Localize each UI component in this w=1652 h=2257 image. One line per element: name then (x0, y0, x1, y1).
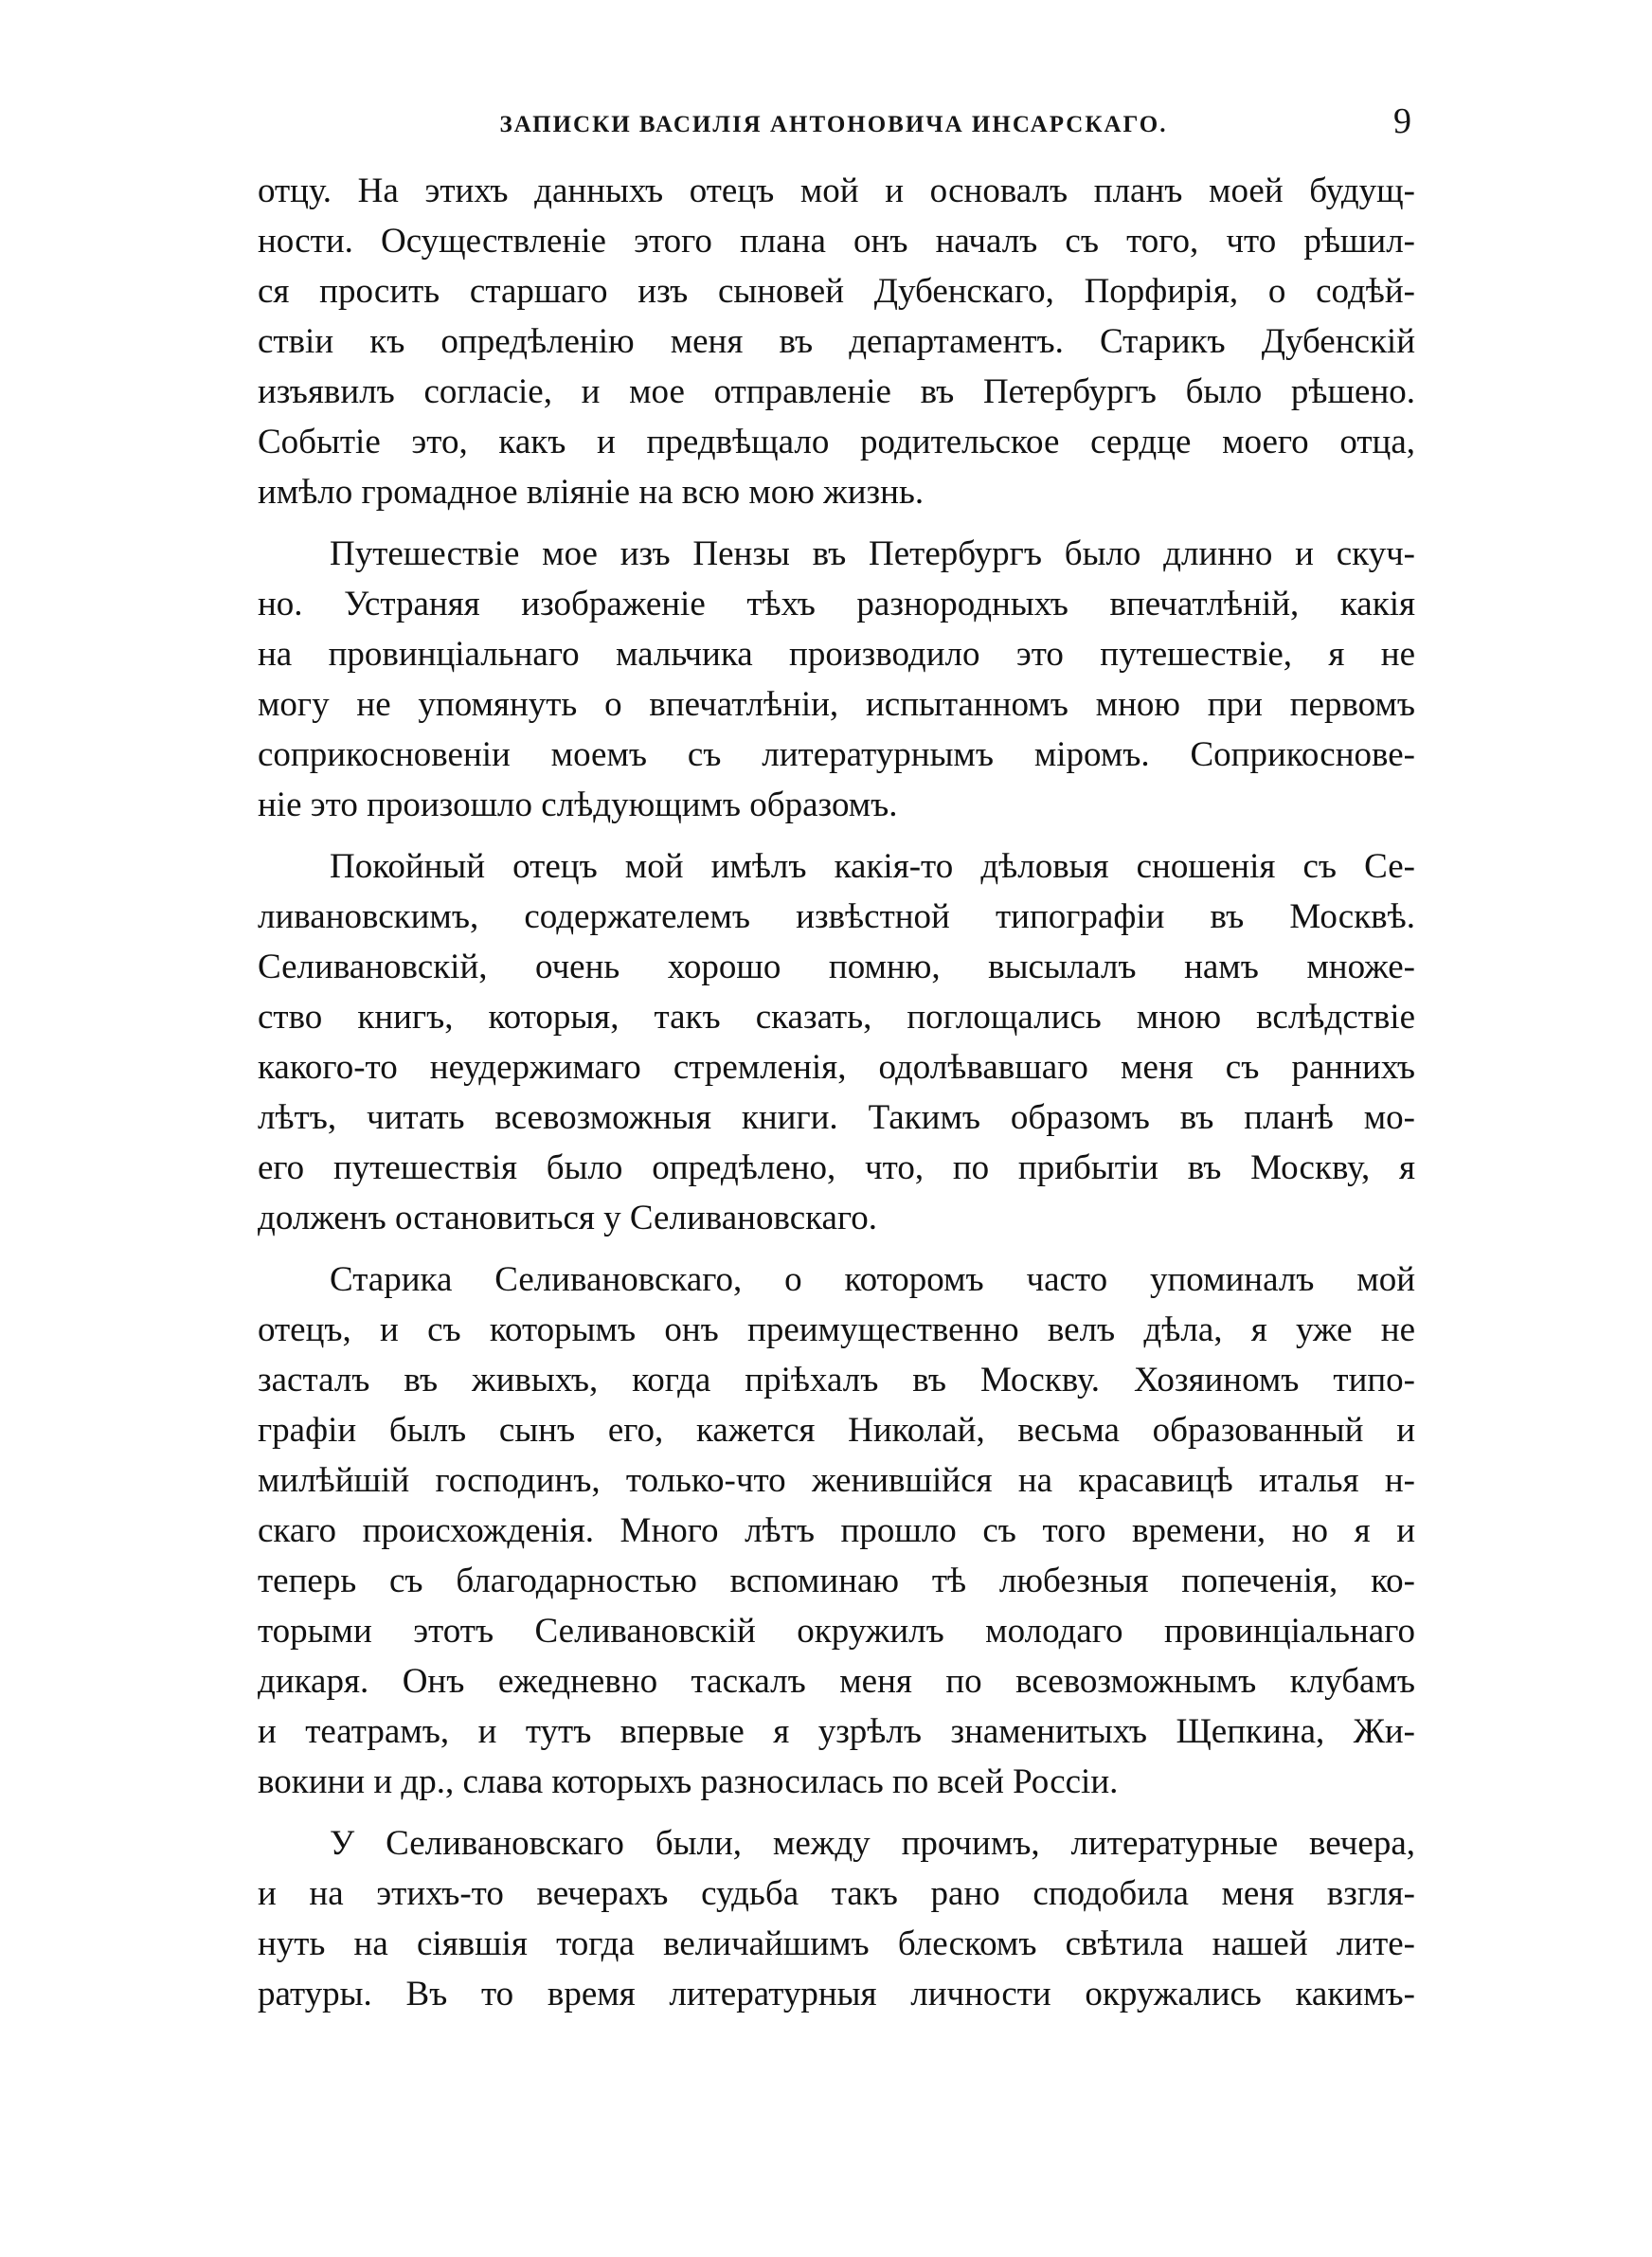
text-line: ство книгъ, которыя, такъ сказать, поглощались мною вслѣдствіе (258, 998, 1415, 1037)
text-line: могу не упомянуть о впечатлѣніи, испытанномъ мною при первомъ (258, 685, 1415, 724)
text-line: ствіи къ опредѣленію меня въ департаментъ. Старикъ Дубенскій (258, 322, 1415, 361)
text-line: нуть на сіявшія тогда величайшимъ блескомъ свѣтила нашей лите- (258, 1924, 1415, 1963)
text-line: ливановскимъ, содержателемъ извѣстной типографіи въ Москвѣ. (258, 897, 1415, 936)
text-line: ности. Осуществленіе этого плана онъ началъ съ того, что рѣшил- (258, 222, 1415, 261)
text-line: ратуры. Въ то время литературныя личности окружались какимъ- (258, 1975, 1415, 2013)
text-line: ся просить старшаго изъ сыновей Дубенскаго, Порфирія, о содѣй- (258, 272, 1415, 311)
text-line: скаго происхожденія. Много лѣтъ прошло съ того времени, но я и (258, 1511, 1415, 1550)
paragraph-4 (258, 1255, 1415, 1807)
text-line: милѣйшій господинъ, только-что женившійся на красавицѣ италья н- (258, 1461, 1415, 1500)
text-line: долженъ остановиться у Селивановскаго. (258, 1199, 877, 1237)
text-line: теперь съ благодарностью вспоминаю тѣ любезныя попеченія, ко- (258, 1562, 1415, 1600)
text-line: но. Устраняя изображеніе тѣхъ разнородныхъ впечатлѣній, какія (258, 585, 1415, 623)
text-line: его путешествія было опредѣлено, что, по прибытіи въ Москву, я (258, 1148, 1415, 1187)
text-line: вокини и др., слава которыхъ разносилась по всей Россіи. (258, 1762, 1119, 1801)
text-line: Событіе это, какъ и предвѣщало родительское сердце моего отца, (258, 423, 1415, 461)
text-line: отцу. На этихъ данныхъ отецъ мой и основалъ планъ моей будущ- (258, 172, 1415, 210)
text-line: лѣтъ, читать всевозможныя книги. Такимъ образомъ въ планѣ мо- (258, 1098, 1415, 1137)
text-line: Старика Селивановскаго, о которомъ часто упоминалъ мой (330, 1260, 1415, 1299)
paragraph-1 (258, 166, 1415, 517)
paragraph-3 (258, 841, 1415, 1243)
text-line: торыми этотъ Селивановскій окружилъ молодаго провинціальнаго (258, 1612, 1415, 1651)
text-line: ніе это произошло слѣдующимъ образомъ. (258, 785, 898, 824)
paragraph-5 (258, 1818, 1415, 2019)
text-line: какого-то неудержимаго стремленія, одолѣвавшаго меня съ раннихъ (258, 1048, 1415, 1087)
text-line: У Селивановскаго были, между прочимъ, литературные вечера, (330, 1824, 1415, 1863)
text-line: и на этихъ-то вечерахъ судьба такъ рано сподобила меня взгля- (258, 1874, 1415, 1913)
text-line: и театрамъ, и тутъ впервые я узрѣлъ знаменитыхъ Щепкина, Жи- (258, 1712, 1415, 1751)
text-line: соприкосновеніи моемъ съ литературнымъ міромъ. Соприкоснове- (258, 735, 1415, 774)
text-line: отецъ, и съ которымъ онъ преимущественно велъ дѣла, я уже не (258, 1310, 1415, 1349)
body-text (258, 166, 1415, 2019)
text-line: Селивановскій, очень хорошо помню, высылалъ намъ множе- (258, 948, 1415, 986)
text-line: имѣло громадное вліяніе на всю мою жизнь. (258, 473, 925, 512)
text-line: на провинціальнаго мальчика производило это путешествіе, я не (258, 635, 1415, 674)
running-title: ЗАПИСКИ ВАСИЛІЯ АНТОНОВИЧА ИНСАРСКАГО. (499, 112, 1168, 137)
page-number: 9 (1393, 101, 1411, 141)
text-line: Путешествіе мое изъ Пензы въ Петербургъ было длинно и скуч- (330, 534, 1415, 573)
text-line: засталъ въ живыхъ, когда пріѣхалъ въ Москву. Хозяиномъ типо- (258, 1361, 1415, 1399)
text-line: графіи былъ сынъ его, кажется Николай, весьма образованный и (258, 1411, 1415, 1450)
text-line: изъявилъ согласіе, и мое отправленіе въ Петербургъ было рѣшено. (258, 372, 1415, 411)
paragraph-2 (258, 529, 1415, 830)
text-line: дикаря. Онъ ежедневно таскалъ меня по всевозможнымъ клубамъ (258, 1662, 1415, 1701)
text-line: Покойный отецъ мой имѣлъ какія-то дѣловыя сношенія съ Се- (330, 847, 1415, 886)
